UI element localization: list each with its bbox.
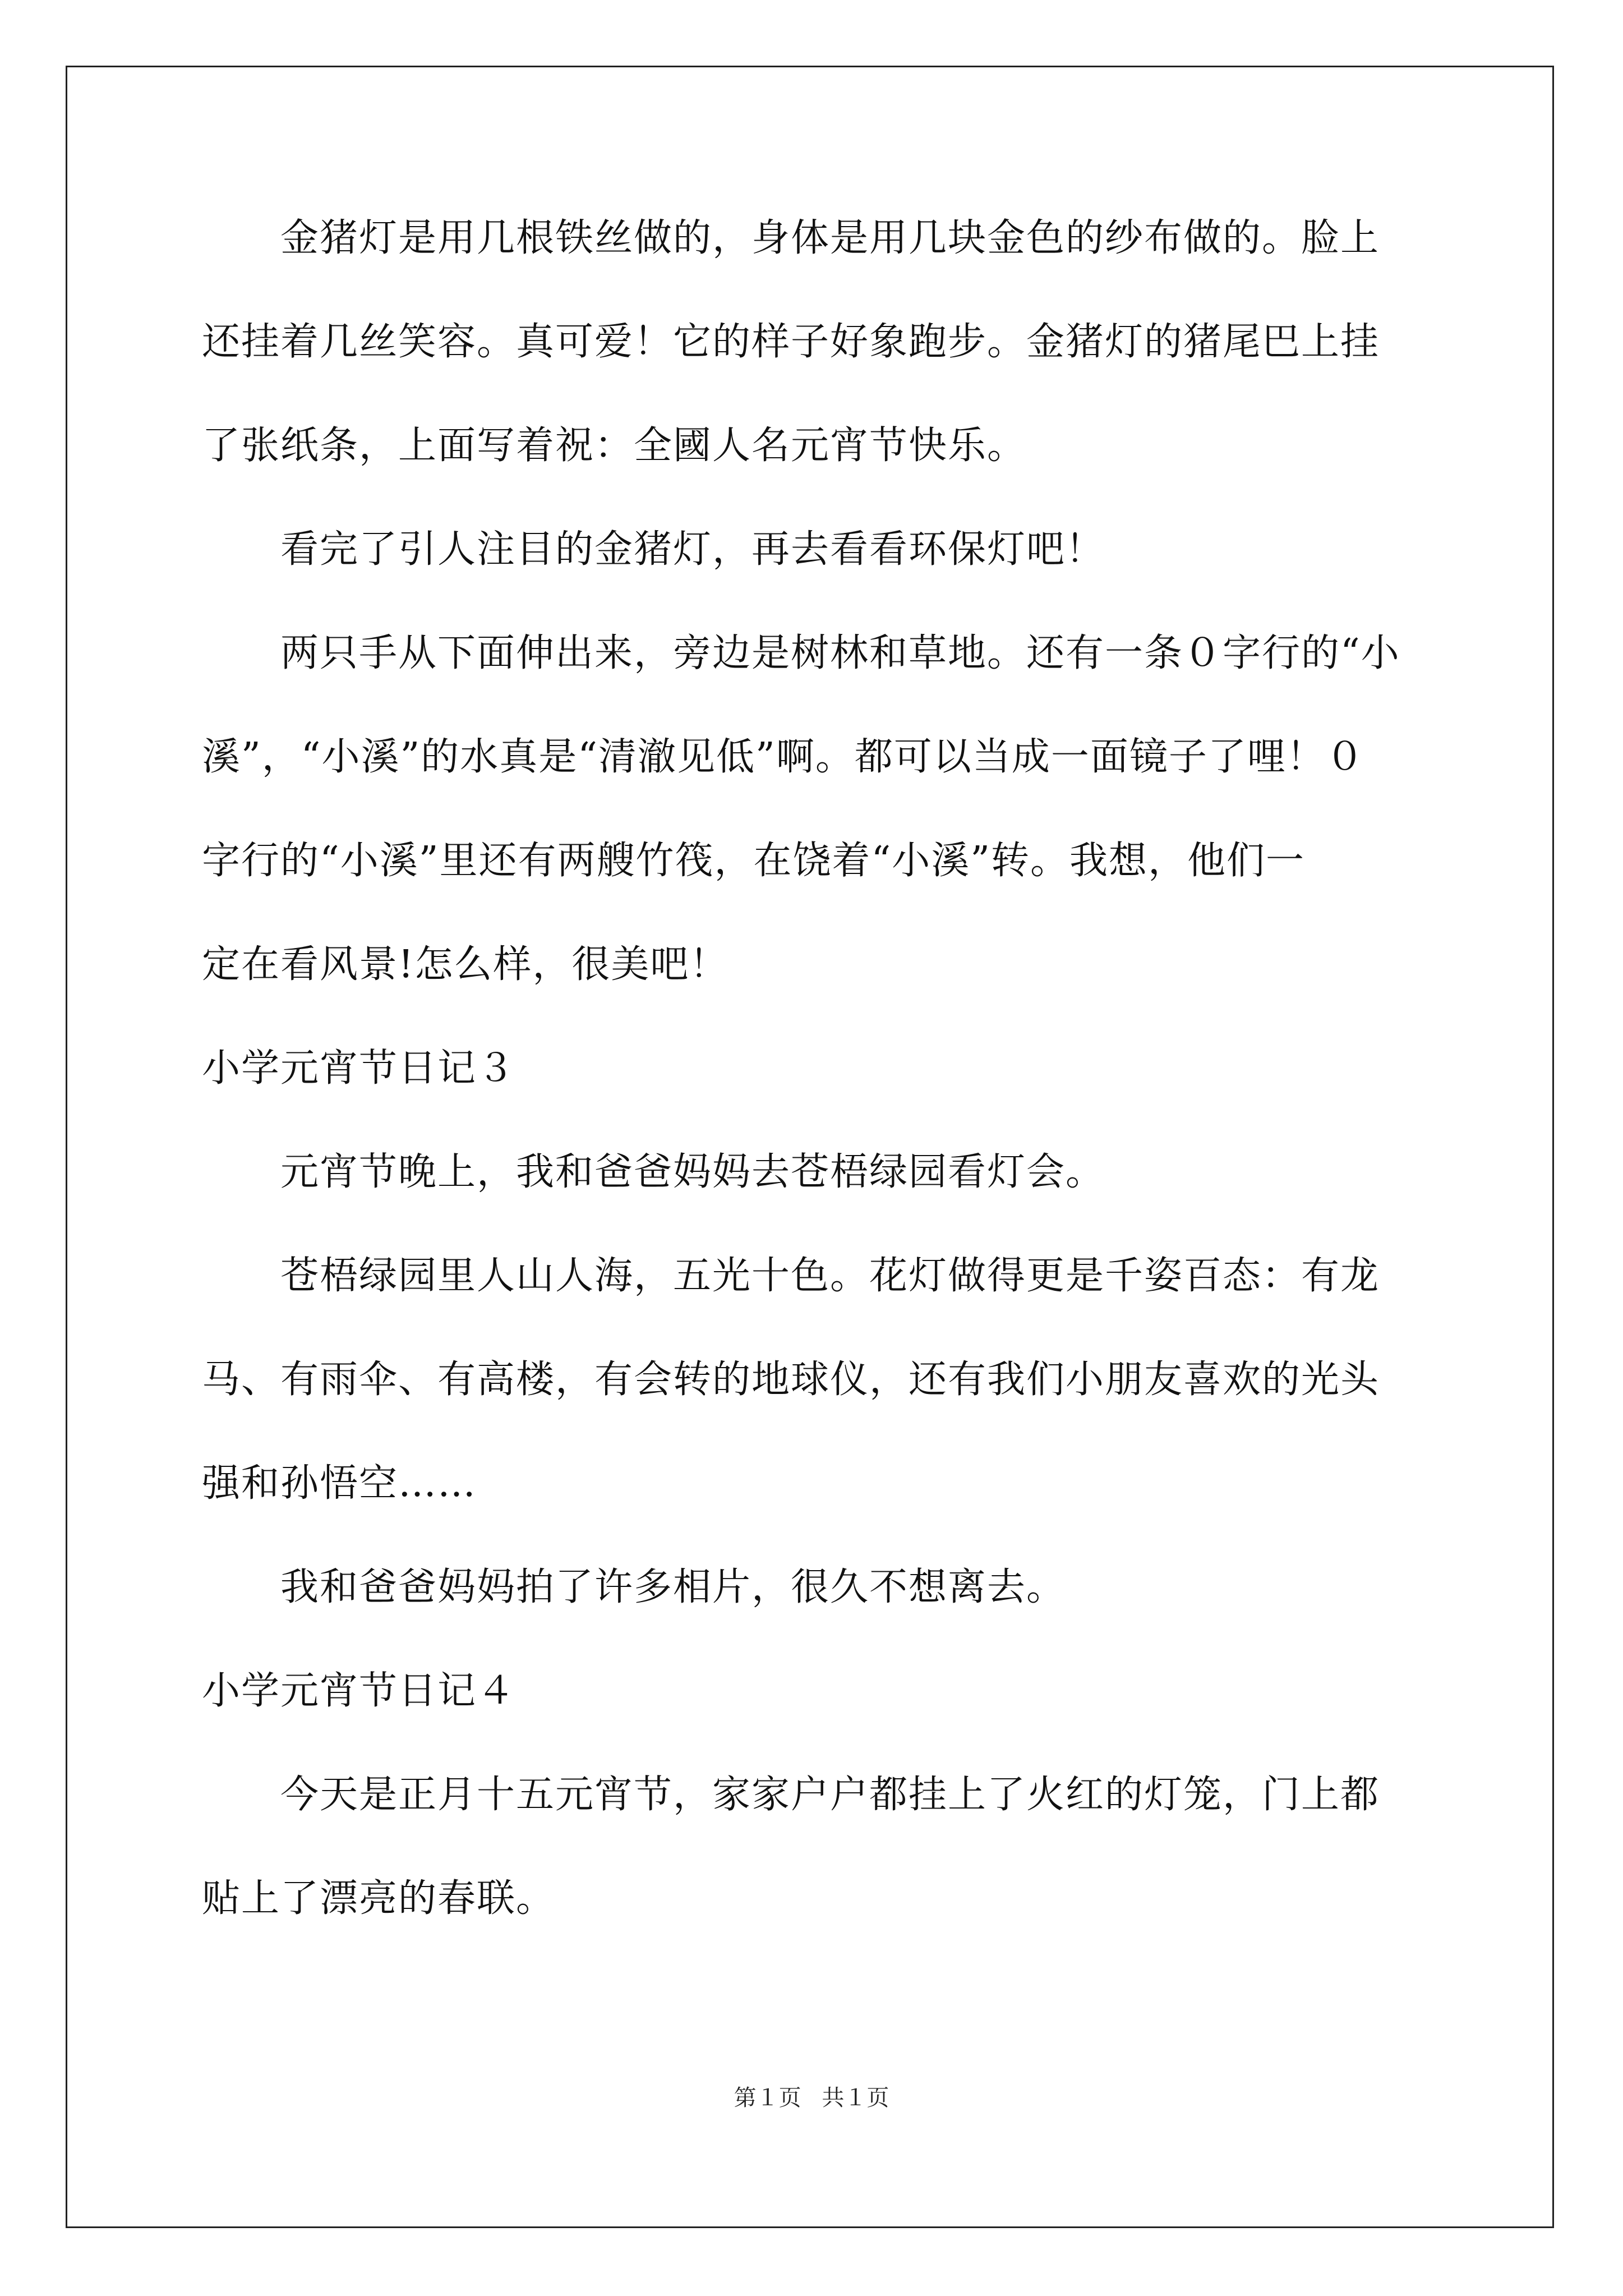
paragraph-line: 金猪灯是用几根铁丝做的，身体是用几块金色的纱布做的。脸上	[280, 216, 1380, 260]
page-number: 第１页	[734, 2085, 801, 2111]
paragraph-line: 强和孙悟空……	[202, 1461, 477, 1506]
paragraph-line: 字行的“小溪”里还有两艘竹筏，在饶着“小溪”转。我想，他们一	[202, 839, 1306, 883]
page-total: 共１页	[822, 2085, 889, 2111]
paragraph-line: 了张纸条，上面写着祝：全國人名元宵节快乐。	[202, 424, 1027, 468]
paragraph-line: 今天是正月十五元宵节，家家户户都挂上了火红的灯笼，门上都	[280, 1773, 1380, 1817]
section-heading: 小学元宵节日记３	[202, 1046, 517, 1091]
paragraph-line: 贴上了漂亮的春联。	[202, 1876, 556, 1921]
section-heading: 小学元宵节日记４	[202, 1669, 517, 1713]
paragraph-line: 两只手从下面伸出来，旁边是树林和草地。还有一条０字行的“小	[280, 631, 1400, 675]
paragraph-line: 元宵节晚上，我和爸爸妈妈去苍梧绿园看灯会。	[280, 1150, 1105, 1194]
page-footer	[0, 2084, 1623, 2112]
paragraph-line: 定在看风景!怎么样，很美吧！	[202, 942, 729, 987]
paragraph-line: 溪”，“小溪”的水真是“清澈见低”啊。都可以当成一面镜子了哩！０	[202, 735, 1365, 779]
paragraph-line: 马、有雨伞、有高楼，有会转的地球仪，还有我们小朋友喜欢的光头	[202, 1358, 1380, 1402]
paragraph-line: 我和爸爸妈妈拍了许多相片，很久不想离去。	[280, 1565, 1066, 1609]
paragraph-line: 看完了引人注目的金猪灯，再去看看环保灯吧！	[280, 527, 1105, 572]
paragraph-line: 还挂着几丝笑容。真可爱！它的样子好象跑步。金猪灯的猪尾巴上挂	[202, 320, 1380, 364]
paragraph-line: 苍梧绿园里人山人海，五光十色。花灯做得更是千姿百态：有龙	[280, 1254, 1380, 1298]
